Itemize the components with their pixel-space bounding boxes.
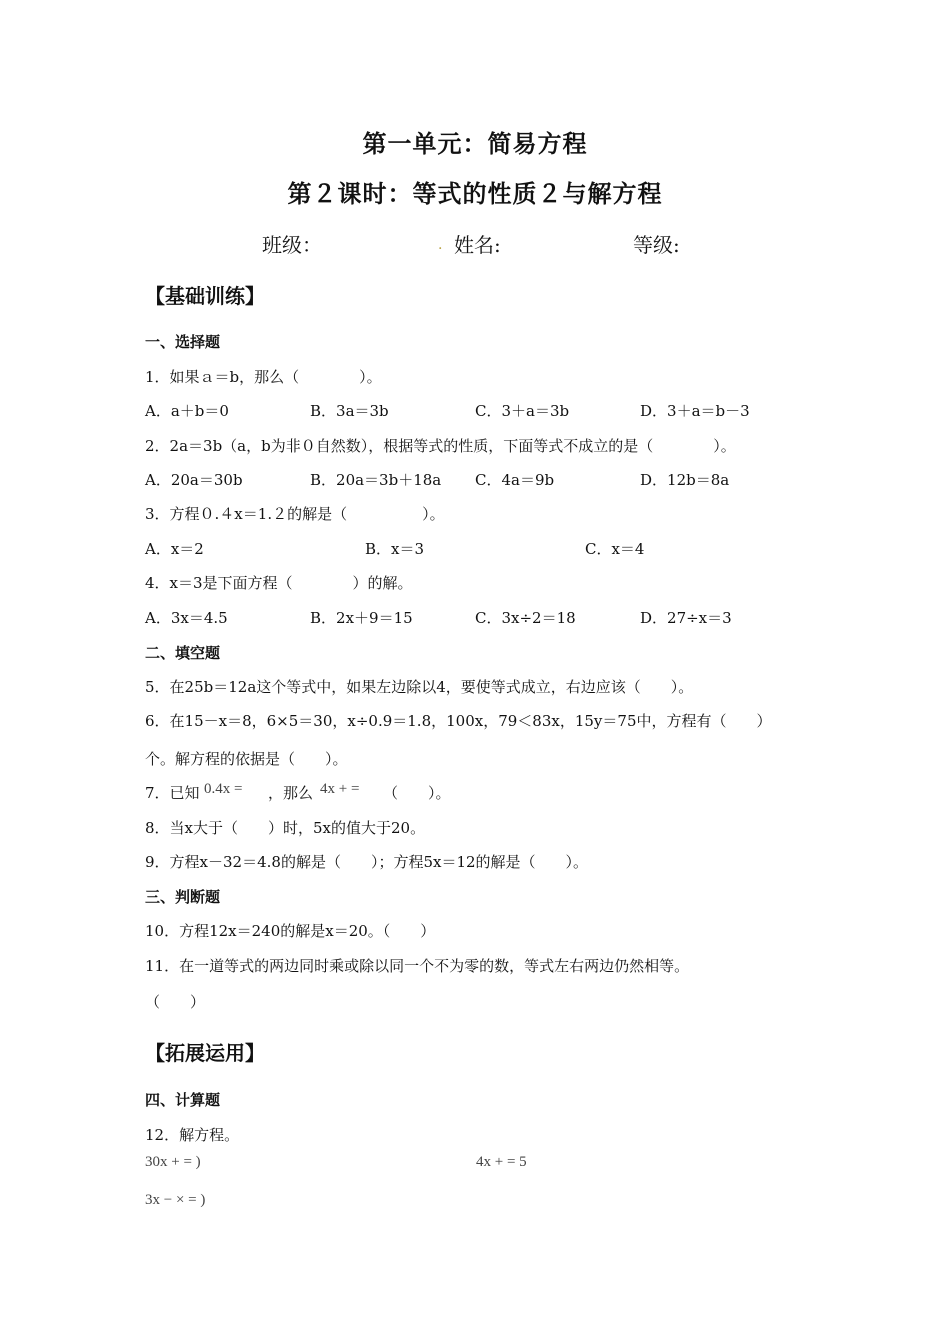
q4-option-c: C．3x÷2＝18 bbox=[475, 609, 576, 627]
question-7-prefix: 7．已知 bbox=[145, 784, 200, 802]
question-10: 10．方程12x＝240的解是x＝20。（ ） bbox=[145, 922, 436, 940]
question-6-line1: 6．在15－x＝8，6×5＝30，x÷0.9＝1.8，100x，79＜83x，15y＝75中，方程有（ ） bbox=[145, 712, 772, 730]
equation-3: 3x − × = ) bbox=[145, 1192, 206, 1208]
q4-option-b: B．2x＋9＝15 bbox=[310, 609, 413, 627]
q1-option-b: B．3a＝3b bbox=[310, 402, 389, 420]
equation-1: 30x + = ) bbox=[145, 1154, 201, 1170]
q1-option-a: A．a＋b＝0 bbox=[145, 402, 229, 420]
q2-option-c: C．4a＝9b bbox=[475, 471, 555, 489]
question-3: 3．方程０.４x＝1.２的解是（ ）。 bbox=[145, 505, 445, 523]
question-6-line2: 个。解方程的依据是（ ）。 bbox=[145, 750, 348, 768]
question-8: 8．当x大于（ ）时，5x的值大于20。 bbox=[145, 819, 426, 837]
q7-equation-2: 4x + = bbox=[320, 781, 360, 797]
part4-heading: 四、计算题 bbox=[145, 1091, 221, 1109]
q4-option-d: D．27÷x＝3 bbox=[640, 609, 732, 627]
question-4: 4．x＝3是下面方程（ ）的解。 bbox=[145, 574, 413, 592]
q3-option-c: C．x＝4 bbox=[585, 540, 645, 558]
section-extend-heading: 【拓展运用】 bbox=[145, 1041, 265, 1065]
q2-option-b: B．20a＝3b＋18a bbox=[310, 471, 442, 489]
question-2: 2．2a＝3b（a，b为非０自然数），根据等式的性质，下面等式不成立的是（ ）。 bbox=[145, 437, 736, 455]
q7-equation-1: 0.4x = bbox=[204, 781, 243, 797]
q2-option-d: D．12b＝8a bbox=[640, 471, 730, 489]
question-7-middle: ，那么 bbox=[268, 784, 314, 802]
q4-option-a: A．3x＝4.5 bbox=[145, 609, 228, 627]
question-5: 5．在25b＝12a这个等式中，如果左边除以4，要使等式成立，右边应该（ ）。 bbox=[145, 678, 694, 696]
part2-heading: 二、填空题 bbox=[145, 644, 221, 662]
grade-label: 等级: bbox=[633, 233, 680, 257]
q1-option-c: C．3＋a＝3b bbox=[475, 402, 570, 420]
page-subtitle: 第２课时：等式的性质２与解方程 bbox=[287, 179, 663, 208]
q3-option-a: A．x＝2 bbox=[145, 540, 204, 558]
q2-option-a: A．20a＝30b bbox=[145, 471, 243, 489]
q1-option-d: D．3＋a＝b－3 bbox=[640, 402, 750, 420]
class-label: 班级： bbox=[262, 233, 322, 257]
page-title: 第一单元：简易方程 bbox=[362, 129, 588, 158]
name-label: 姓名: bbox=[454, 233, 501, 257]
q11-answer-paren: （ ） bbox=[145, 993, 206, 1011]
part1-heading: 一、选择题 bbox=[145, 333, 221, 351]
question-11: 11．在一道等式的两边同时乘或除以同一个不为零的数，等式左右两边仍然相等。 bbox=[145, 957, 690, 975]
question-12: 12．解方程。 bbox=[145, 1126, 240, 1144]
equation-2: 4x + = 5 bbox=[476, 1154, 527, 1170]
q3-option-b: B．x＝3 bbox=[365, 540, 425, 558]
part3-heading: 三、判断题 bbox=[145, 888, 221, 906]
question-1: 1．如果ａ＝b，那么（ ）。 bbox=[145, 368, 382, 386]
section-basic-heading: 【基础训练】 bbox=[145, 284, 265, 308]
stray-dot: . bbox=[438, 237, 443, 253]
question-7-answer: （ ）。 bbox=[383, 784, 451, 802]
question-9: 9．方程x－32＝4.8的解是（ ）；方程5x＝12的解是（ ）。 bbox=[145, 853, 589, 871]
